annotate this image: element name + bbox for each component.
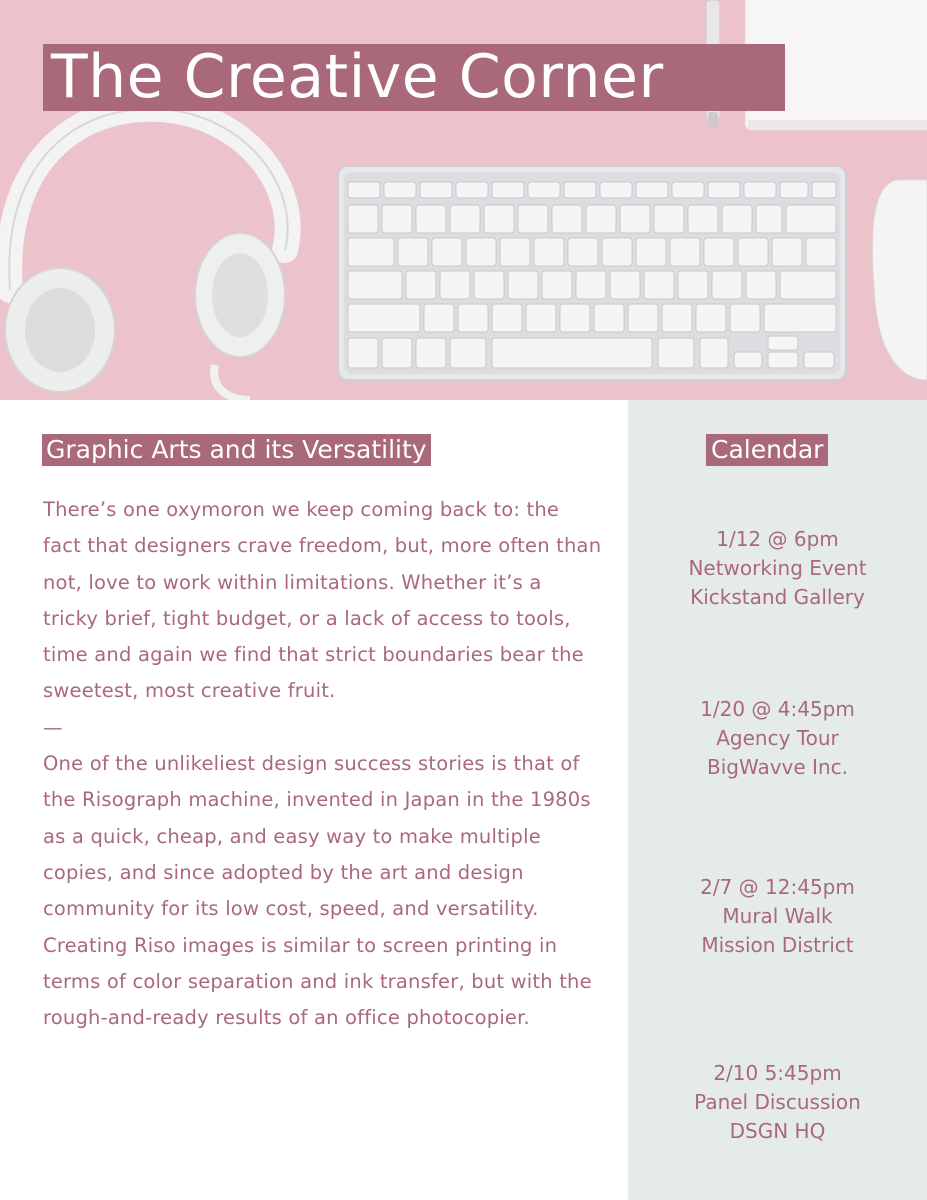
headphones-icon (5, 109, 288, 400)
event-location: Kickstand Gallery (690, 585, 865, 609)
event-time: 2/7 @ 12:45pm (700, 875, 855, 899)
calendar-heading: Calendar (706, 434, 828, 466)
calendar-event (640, 525, 915, 612)
event-title: Networking Event (688, 556, 867, 580)
article-paragraph: There’s one oxymoron we keep coming back to: the fact that designers crave freedom, but, more often than not, love to work within limitations. Whether it’s a tricky brief, tight budget, or a lack of access to tools, time and again we find that strict boundaries bear the sweetest, most creative fruit. (43, 498, 602, 703)
event-title: Agency Tour (716, 726, 839, 750)
event-location: Mission District (701, 933, 854, 957)
article-paragraph: One of the unlikeliest design success stories is that of the Risograph machine, invented in Japan in the 1980s as a quick, cheap, and easy way to make multiple copies, and since adopted by the art and design community for its low cost, speed, and versatility. Creating Riso images is similar to screen printing in terms of color separation and ink transfer, but with the rough-and-ready results of an office photocopier. (43, 752, 592, 1030)
event-time: 1/12 @ 6pm (716, 527, 839, 551)
event-time: 1/20 @ 4:45pm (700, 697, 855, 721)
event-title: Panel Discussion (694, 1090, 861, 1114)
article-heading: Graphic Arts and its Versatility (42, 434, 431, 466)
event-time: 2/10 5:45pm (713, 1061, 842, 1085)
article-body (43, 492, 603, 1036)
keyboard-icon (338, 166, 846, 380)
calendar-event (640, 695, 915, 782)
page-title: The Creative Corner (43, 44, 785, 111)
event-location: DSGN HQ (729, 1119, 826, 1143)
hero-image (0, 0, 927, 400)
event-location: BigWavve Inc. (707, 755, 848, 779)
mouse-icon (873, 180, 927, 380)
calendar-event (640, 1059, 915, 1146)
event-title: Mural Walk (722, 904, 833, 928)
calendar-event (640, 873, 915, 960)
section-divider: — (43, 715, 63, 739)
